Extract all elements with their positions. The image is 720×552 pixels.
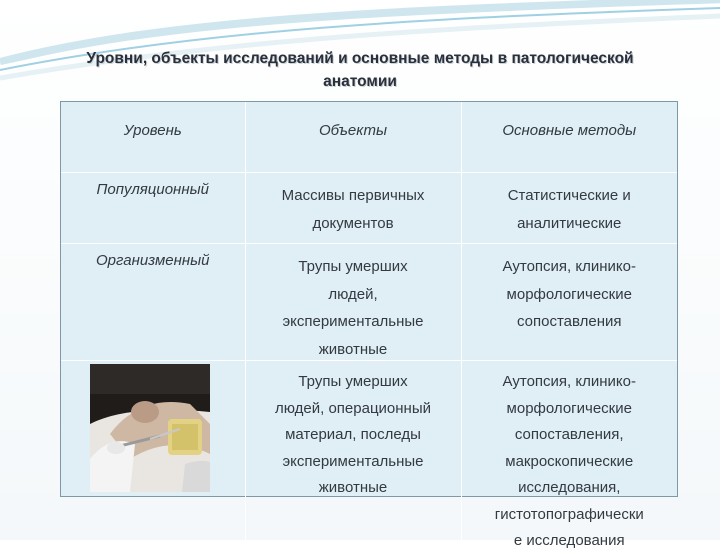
table-row [61,173,677,244]
header-methods: Основные методы [461,102,677,173]
header-objects: Объекты [245,102,461,173]
cell-level: Организменный [61,244,245,361]
table-row [61,244,677,361]
cell-methods: Аутопсия, клинико- морфологические сопоставления, макроскопические исследования, гистотопографически е исследования [494,373,644,549]
cell-objects: Массивы первичных документов [245,173,461,244]
cell-objects: Трупы умерших людей, операционный материал, последы экспериментальные животные [245,361,461,552]
title-line-2: анатомии [323,73,397,90]
autopsy-photo-icon [90,364,210,492]
cell-objects: Трупы умерших людей, экспериментальные животные [245,244,461,361]
title-line-1: Уровни, объекты исследований и основные методы в патологической [86,50,634,67]
slide-title [30,47,690,93]
cell-methods: Аутопсия, клинико- морфологические сопоставления [461,244,677,361]
cell-methods: Статистические и аналитические [461,173,677,244]
table-header-row [61,102,677,173]
cell-level: Популяционный [61,173,245,244]
header-level: Уровень [61,102,245,173]
autopsy-photo [90,364,210,492]
